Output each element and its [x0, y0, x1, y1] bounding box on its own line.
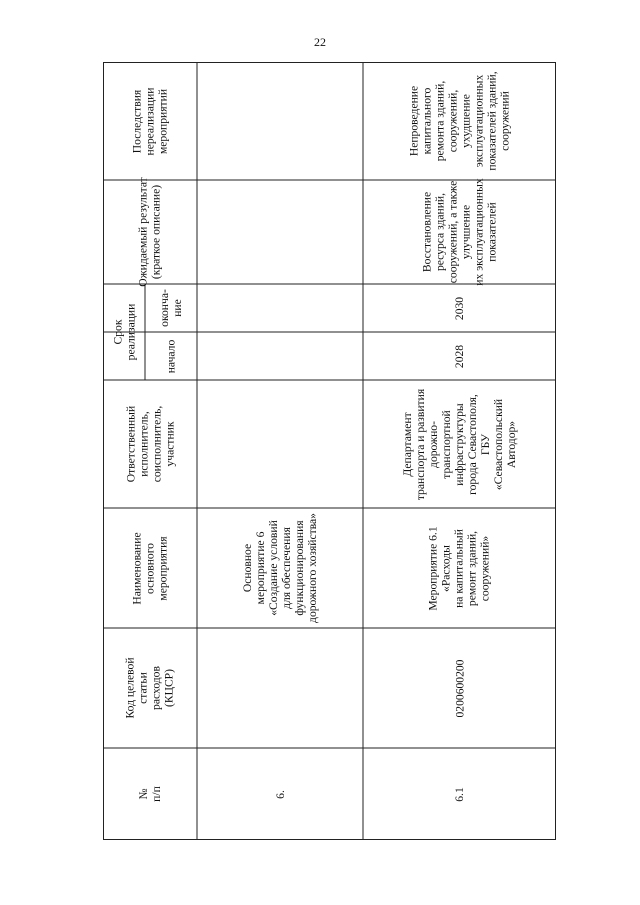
- text-line: исполнитель,: [137, 411, 150, 477]
- text-line: «Расходы: [440, 544, 453, 592]
- text-line: статьи: [137, 672, 150, 704]
- header-responsible-text: [124, 406, 176, 483]
- text-line: капитального: [420, 87, 434, 155]
- row-2-end: [363, 284, 556, 332]
- text-line: «Севастопольский: [492, 398, 505, 490]
- text-line: на капитальный: [453, 528, 466, 608]
- row-2-code-text: [453, 659, 466, 717]
- header-num-text: [137, 786, 163, 802]
- text-line: дорожного хозяйства»: [305, 513, 319, 623]
- header-result-text: [137, 177, 163, 286]
- text-line: 2028: [453, 344, 466, 368]
- text-line: 6.1: [453, 786, 466, 802]
- text-line: мероприятие 6: [253, 531, 267, 605]
- text-line: 6.: [273, 789, 287, 799]
- row-1-num-text: [273, 790, 286, 799]
- row-1-end: [197, 284, 363, 332]
- text-line: транспорта и развития: [414, 388, 427, 500]
- text-line: города Севастополя,: [466, 393, 479, 495]
- text-line: Наименование: [130, 531, 144, 605]
- header-end: [145, 284, 197, 332]
- text-line: нереализации: [143, 86, 157, 156]
- row-2-end-text: [453, 296, 466, 319]
- text-line: Срок: [111, 319, 125, 345]
- row-1-consequences: [197, 62, 363, 180]
- text-line: ресурса зданий,: [433, 192, 447, 272]
- row-2-result-text: [421, 178, 499, 285]
- text-line: Автодор»: [505, 420, 518, 468]
- text-line: Департамент: [401, 411, 414, 477]
- rotated-table: [103, 62, 556, 840]
- text-line: ГБУ: [479, 433, 492, 455]
- row-2-name: [363, 508, 556, 628]
- text-line: соисполнитель,: [150, 405, 163, 483]
- row-1-start: [197, 332, 363, 380]
- row-1-code: [197, 628, 363, 748]
- text-line: участник: [163, 421, 176, 467]
- text-line: (КЦСР): [163, 669, 176, 708]
- header-code: [103, 628, 197, 748]
- row-2-name-text: [427, 526, 492, 610]
- text-line: показателей зданий,: [485, 71, 499, 171]
- row-2-num: [363, 748, 556, 840]
- text-line: улучшение: [459, 204, 473, 260]
- header-consequences-text: [130, 87, 169, 155]
- text-line: ние: [171, 299, 184, 317]
- text-line: показателей: [485, 202, 499, 262]
- header-term: [103, 284, 145, 380]
- text-line: реализации: [124, 303, 138, 361]
- text-line: сооружений, а также: [446, 180, 460, 284]
- page-number: 22: [314, 35, 326, 49]
- text-line: сооружений: [498, 91, 512, 151]
- header-code-text: [124, 657, 176, 718]
- text-line: 2030: [453, 296, 466, 320]
- row-1-num: [197, 748, 363, 840]
- row-1-responsible: [197, 380, 363, 508]
- row-1-name: [197, 508, 363, 628]
- text-line: транспортной: [440, 409, 453, 479]
- header-start: [145, 332, 197, 380]
- row-2-consequences: [363, 62, 556, 180]
- text-line: оконча-: [158, 289, 171, 327]
- text-line: сооружений»: [479, 535, 492, 601]
- header-start-text: [165, 339, 178, 373]
- text-line: основного: [143, 542, 157, 594]
- text-line: №: [136, 788, 150, 800]
- row-2-start: [363, 332, 556, 380]
- header-responsible: [103, 380, 197, 508]
- row-2-code: [363, 628, 556, 748]
- text-line: для обеспечения: [279, 527, 293, 609]
- text-line: ремонта зданий,: [433, 80, 447, 162]
- row-2-start-text: [453, 344, 466, 367]
- row-1-result: [197, 180, 363, 284]
- header-name: [103, 508, 197, 628]
- text-line: начало: [164, 339, 178, 373]
- row-2-num-text: [453, 787, 466, 802]
- text-line: Восстановление: [420, 191, 434, 273]
- text-line: «Создание условий: [266, 520, 280, 616]
- row-2-consequences-text: [408, 71, 512, 170]
- row-2-responsible: [363, 380, 556, 508]
- text-line: сооружений,: [446, 89, 460, 153]
- header-num: [103, 748, 197, 840]
- text-line: инфраструктуры: [453, 402, 466, 486]
- header-result: [103, 177, 197, 287]
- text-line: Код целевой: [124, 657, 137, 719]
- text-line: мероприятий: [156, 88, 170, 154]
- row-2-responsible-text: [401, 388, 518, 499]
- text-line: п/п: [149, 786, 163, 802]
- text-line: ухудшение: [459, 94, 473, 148]
- row-2-result: [363, 180, 556, 284]
- text-line: 0200600200: [453, 659, 466, 717]
- header-name-text: [130, 532, 169, 604]
- text-line: Основное: [240, 543, 254, 593]
- header-end-text: [158, 289, 184, 327]
- row-1-name-text: [241, 513, 319, 623]
- text-line: Последствия: [130, 89, 144, 153]
- text-line: мероприятия: [156, 535, 170, 601]
- header-term-text: [111, 304, 137, 361]
- text-line: ремонт зданий,: [466, 530, 479, 606]
- text-line: их эксплуатационных: [472, 178, 486, 286]
- text-line: (краткое описание): [150, 184, 163, 280]
- text-line: Ответственный: [124, 405, 137, 483]
- text-line: Непроведение: [407, 85, 421, 157]
- text-line: дорожно-: [427, 420, 440, 468]
- text-line: функционирования: [292, 520, 306, 616]
- text-line: эксплуатационных: [472, 74, 486, 168]
- text-line: расходов: [150, 666, 163, 710]
- text-line: Мероприятие 6.1: [427, 525, 440, 611]
- header-consequences: [103, 62, 197, 180]
- text-line: Ожидаемый результат: [137, 177, 150, 287]
